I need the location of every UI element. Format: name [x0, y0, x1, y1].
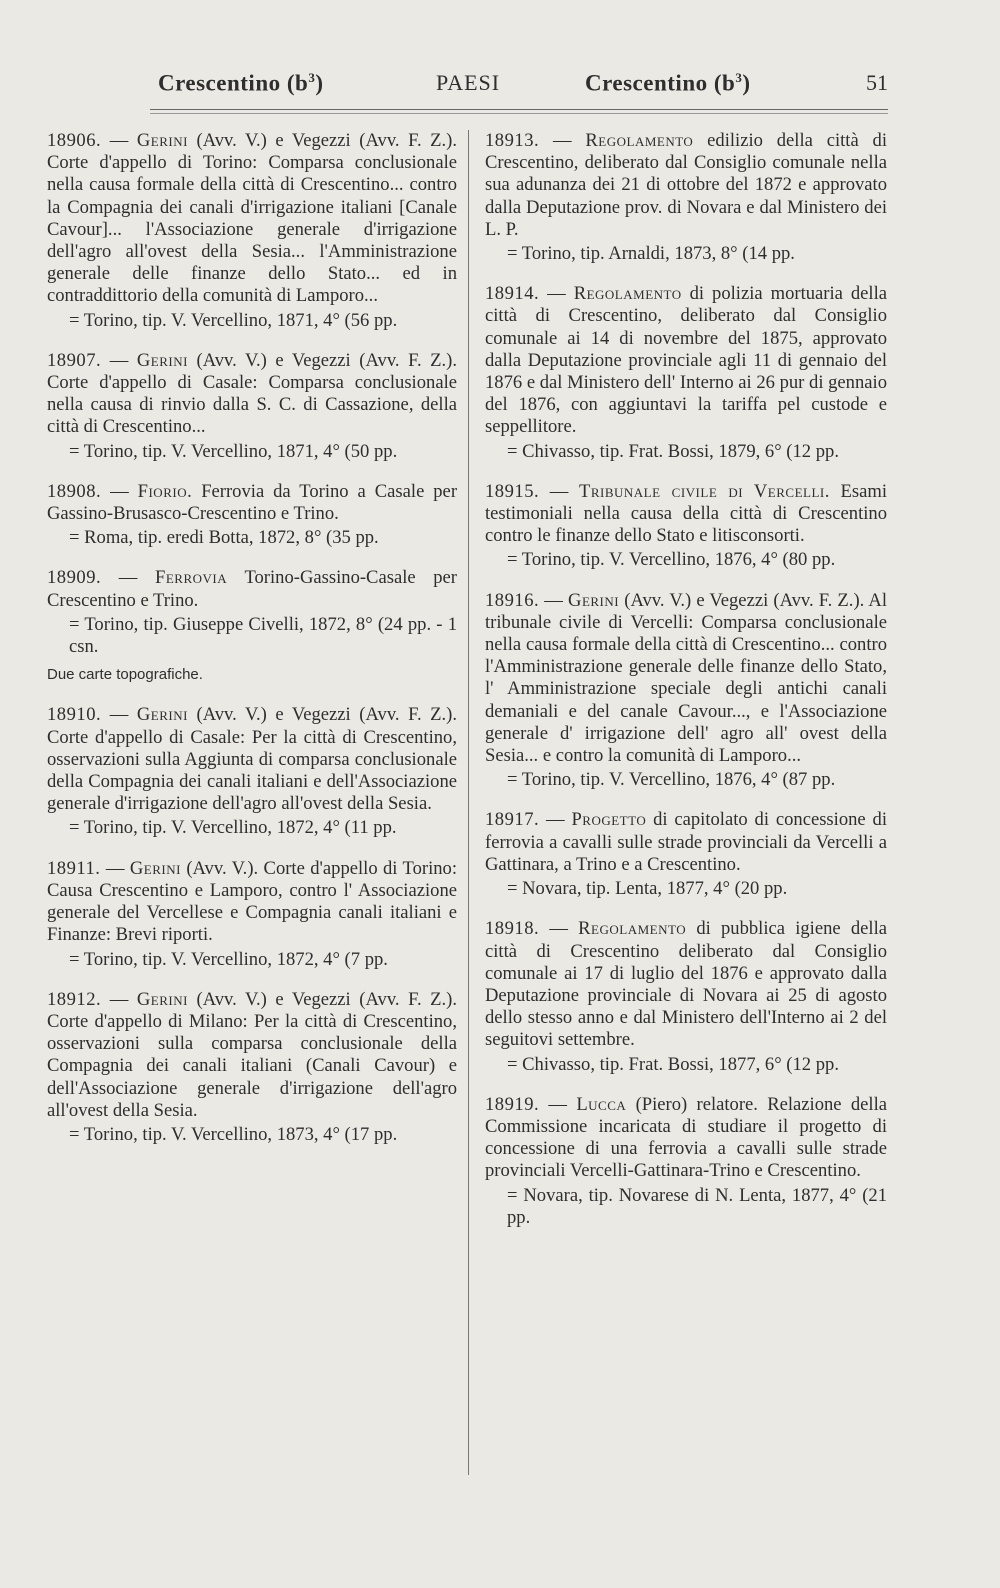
entry-imprint: = Novara, tip. Lenta, 1877, 4° (20 pp. — [507, 878, 788, 900]
bibliography-entry — [47, 350, 457, 463]
entry-author: Fiorio. — [137, 480, 193, 502]
entry-body — [485, 130, 887, 265]
header-right-sup: 3 — [735, 70, 743, 85]
entry-body — [485, 590, 887, 792]
entry-body — [485, 481, 887, 572]
bibliography-entry — [485, 130, 887, 265]
entry-dash: — — [101, 130, 137, 151]
header-rule-thin — [150, 113, 888, 114]
entry-imprint: = Roma, tip. eredi Botta, 1872, 8° (35 pp. — [69, 527, 379, 549]
entry-dash: — — [539, 918, 579, 940]
entry-body — [47, 858, 457, 971]
entry-author: Gerini — [129, 857, 181, 879]
entry-author: Gerini — [136, 988, 188, 1010]
entry-number: 18906. — [47, 130, 102, 151]
entry-number: 18908. — [47, 480, 102, 502]
entry-imprint: = Torino, tip. V. Vercellino, 1871, 4° (56 pp. — [69, 309, 398, 331]
entry-dash: — — [539, 589, 569, 611]
entry-number: 18915. — [485, 480, 540, 502]
entry-text: edilizio della città di Crescentino, deliberato dal Consiglio comunale nella sua adunanza dei 21 di ottobre del 1872 e approvato dalla Deputazione prov. di Novara e dal Ministero dei L. P. — [485, 130, 887, 240]
entry-dash: — — [539, 130, 586, 151]
entry-body — [47, 130, 457, 332]
entry-imprint: = Torino, tip. V. Vercellino, 1873, 4° (17 pp. — [69, 1123, 398, 1145]
entry-dash: — — [101, 704, 137, 726]
header-left-title — [158, 70, 323, 97]
entry-author: Gerini — [136, 349, 188, 371]
entry-text: di pubblica igiene della città di Crescentino deliberato dal Consiglio comunale ai 17 di luglio del 1876 e approvato dalla Deputazione provinciale di Novara ai 25 di agosto dello stesso anno e dal Ministero dell'Interno ai 2 del seguitovi settembre. — [485, 918, 887, 1051]
header-left-sup: 3 — [308, 70, 316, 85]
entry-text: Esami testimoniali nella causa della città di Crescentino contro le finanze dello Stato e litisconsorti. — [485, 480, 887, 547]
bibliography-entry — [47, 858, 457, 971]
entry-body — [47, 704, 457, 839]
entry-imprint: = Torino, tip. Giuseppe Civelli, 1872, 8° (24 pp. - 1 csn. — [69, 613, 457, 658]
entry-author: Regolamento — [573, 283, 682, 305]
entry-text: (Avv. V.) e Vegezzi (Avv. F. Z.). Corte d'appello di Casale: Comparsa conclusionale nella causa di rinvio dalla S. C. di Cassazione, della città di Crescentino... — [47, 349, 458, 438]
entry-text: (Avv. V.) e Vegezzi (Avv. F. Z.). Corte d'appello di Torino: Comparsa conclusionale nella causa formale della città di Crescentino... contro la Compagnia dei canali d'irrigazione italiani [Canale Cavour]... l'Associazione generale d'irrigazione dell'agro all'ovest della Sesia... l'Amministrazione generale delle finanze dello Stato... ed in contraddittorio della comunità di Lamporo... — [47, 130, 458, 307]
entry-number: 18907. — [47, 349, 102, 371]
entry-number: 18911. — [47, 857, 101, 879]
header-right-title — [585, 70, 750, 97]
entry-text: di polizia mortuaria della città di Crescentino, deliberato dal Consiglio comunale ai 14 di novembre del 1875, approvato dalla Deputazione provinciale agli 11 di gennaio del 1876 e dal Ministero dell' Interno ai 26 pur di gennaio del 1876, con aggiuntavi la tariffa pel custode e seppellitore. — [485, 283, 888, 438]
entry-number: 18917. — [485, 809, 540, 831]
entry-imprint: = Torino, tip. Arnaldi, 1873, 8° (14 pp. — [507, 243, 795, 265]
entry-number: 18916. — [485, 589, 540, 611]
entry-author: Gerini — [568, 589, 620, 611]
entry-imprint: = Torino, tip. V. Vercellino, 1876, 4° (87 pp. — [507, 769, 836, 791]
bibliography-entry — [47, 481, 457, 550]
entry-dash: — — [539, 1093, 577, 1115]
entry-author: Gerini — [136, 704, 188, 726]
entry-imprint: = Torino, tip. V. Vercellino, 1872, 4° (7 pp. — [69, 948, 388, 970]
header-center: PAESI — [436, 70, 501, 95]
entry-dash: — — [101, 480, 138, 502]
bibliography-entry — [47, 704, 457, 839]
column-divider — [468, 130, 469, 1475]
entry-imprint: = Torino, tip. V. Vercellino, 1871, 4° (50 pp. — [69, 440, 398, 462]
entry-text: (Piero) relatore. Relazione della Commissione incaricata di studiare il progetto di concessione di una ferrovia a cavalli sulle strade provinciali Vercelli-Gattinara-Trino e Crescentino. — [485, 1093, 887, 1182]
entry-note: Due carte topografiche. — [47, 666, 203, 684]
bibliography-entry — [47, 567, 457, 686]
header-rule — [150, 109, 888, 110]
entry-imprint: = Chivasso, tip. Frat. Bossi, 1879, 6° (12 pp. — [507, 440, 839, 462]
entry-dash: — — [539, 283, 574, 305]
bibliography-entry — [47, 989, 457, 1146]
entry-text: (Avv. V.). Corte d'appello di Torino: Causa Crescentino e Lamporo, contro l' Associazione generale del Vercellese e Compagnia canali italiani e Finanze: Brevi riporti. — [47, 857, 457, 946]
bibliography-entry — [485, 481, 887, 572]
running-header — [150, 70, 888, 106]
entry-author: Regolamento — [585, 130, 694, 151]
entry-text: (Avv. V.) e Vegezzi (Avv. F. Z.). Al tribunale civile di Vercelli: Comparsa conclusionale nella causa formale della città di Crescentino... contro l'Amministrazione generale delle finanze dello Stato, l' Amministrazione speciale degli antichi canali demaniali e del canale Cavour..., e l'Associazione generale d' irrigazione dell' agro all' ovest della Sesia... e contro la comunità di Lamporo... — [485, 589, 887, 767]
entry-dash: — — [101, 567, 156, 589]
entry-number: 18918. — [485, 918, 540, 940]
entry-imprint: = Chivasso, tip. Frat. Bossi, 1877, 6° (12 pp. — [507, 1053, 839, 1075]
left-column — [47, 130, 457, 1164]
entry-body — [47, 350, 457, 463]
entry-imprint: = Torino, tip. V. Vercellino, 1876, 4° (80 pp. — [507, 549, 836, 571]
entry-number: 18910. — [47, 704, 102, 726]
bibliography-entry — [485, 809, 887, 900]
entry-body — [47, 481, 457, 550]
bibliography-entry — [485, 918, 887, 1075]
bibliography-entry — [47, 130, 457, 332]
entry-number: 18919. — [485, 1093, 540, 1115]
header-right-text: Crescentino (b — [585, 70, 736, 96]
header-left-close: ) — [315, 70, 324, 96]
header-left-text: Crescentino (b — [158, 70, 309, 96]
bibliography-entry — [485, 283, 887, 463]
entry-author: Gerini — [136, 130, 188, 151]
entry-text: Torino-Gassino-Casale per Crescentino e Trino. — [47, 567, 458, 611]
bibliography-entry — [485, 590, 887, 792]
entry-author: Regolamento — [578, 918, 687, 940]
entry-text: Ferrovia da Torino a Casale per Gassino-Brusasco-Crescentino e Trino. — [47, 480, 458, 525]
entry-text: di capitolato di concessione di ferrovia a cavalli sulle strade provinciali da Vercelli a Gattinara, a Trino e a Crescentino. — [485, 809, 887, 875]
entry-body — [47, 567, 457, 686]
entry-author: Tribunale civile di Vercelli. — [578, 480, 830, 502]
entry-dash: — — [100, 857, 130, 879]
entry-author: Ferrovia — [155, 567, 228, 589]
entry-number: 18913. — [485, 130, 540, 151]
entry-body — [485, 809, 887, 900]
entry-dash: — — [101, 349, 137, 371]
entry-number: 18909. — [47, 567, 102, 589]
entry-dash: — — [539, 480, 579, 502]
page-number: 51 — [866, 70, 888, 95]
entry-number: 18912. — [47, 988, 102, 1010]
right-column — [485, 130, 887, 1247]
entry-imprint: = Novara, tip. Novarese di N. Lenta, 1877, 4° (21 pp. — [507, 1184, 887, 1228]
entry-body — [485, 1094, 887, 1229]
entry-body — [47, 989, 457, 1146]
entry-body — [485, 918, 887, 1075]
bibliography-entry — [485, 1094, 887, 1229]
entry-dash: — — [101, 988, 137, 1010]
entry-body — [485, 283, 887, 463]
entry-text: (Avv. V.) e Vegezzi (Avv. F. Z.). Corte d'appello di Milano: Per la città di Crescentino, osservazioni sulla comparsa conclusionale della Compagnia dei canali italiani (Canali Cavour) e dell'Associazione generale d'irrigazione dell'agro all'ovest della Sesia. — [47, 988, 458, 1121]
entry-text: (Avv. V.) e Vegezzi (Avv. F. Z.). Corte d'appello di Casale: Per la città di Crescentino, osservazioni sulla Aggiunta di comparsa conclusionale della Compagnia dei canali italiani e dell'Associazione generale d'irrigazione dell'agro all'ovest della Sesia. — [47, 704, 458, 815]
entry-author: Lucca — [576, 1093, 627, 1115]
header-right-close: ) — [742, 70, 751, 96]
entry-author: Progetto — [571, 809, 647, 831]
entry-dash: — — [539, 809, 572, 831]
entry-imprint: = Torino, tip. V. Vercellino, 1872, 4° (11 pp. — [69, 817, 397, 839]
entry-number: 18914. — [485, 283, 540, 305]
